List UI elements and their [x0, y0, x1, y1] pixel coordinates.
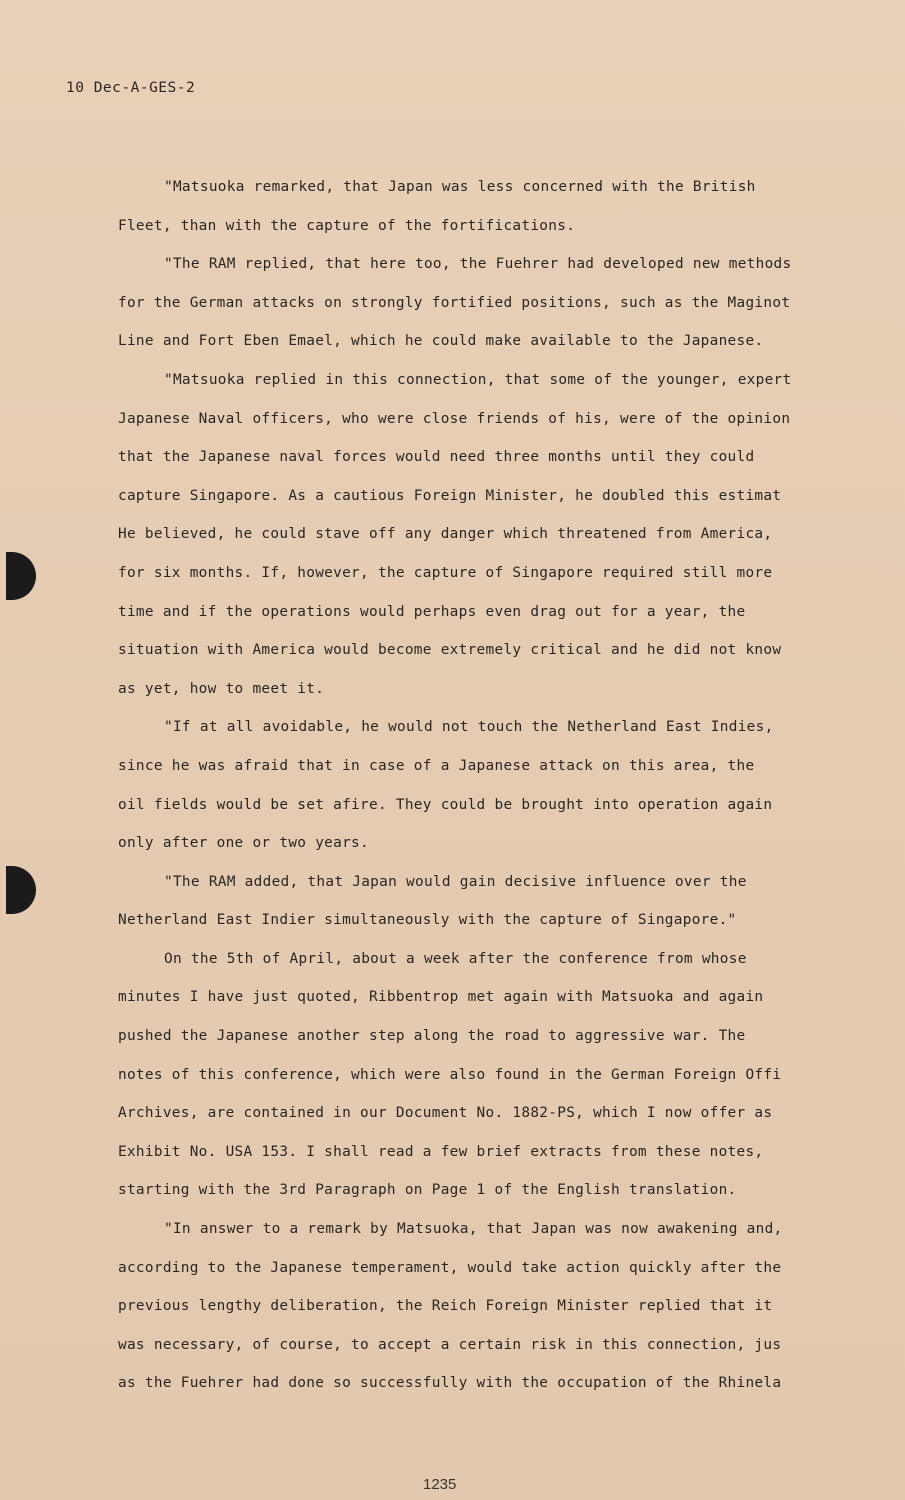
text-line: since he was afraid that in case of a Japanese attack on this area, the — [118, 757, 755, 774]
text-line: He believed, he could stave off any danger which threatened from America, — [118, 526, 773, 543]
text-line: time and if the operations would perhaps even drag out for a year, the — [118, 603, 746, 620]
text-line: "In answer to a remark by Matsuoka, that Japan was now awakening and, — [164, 1221, 783, 1238]
text-line: as the Fuehrer had done so successfully with the occupation of the Rhinela — [118, 1375, 782, 1392]
text-line: minutes I have just quoted, Ribbentrop met again with Matsuoka and again — [118, 989, 764, 1006]
text-line: Archives, are contained in our Document No. 1882-PS, which I now offer as — [118, 1105, 773, 1122]
page-number: 1235 — [423, 1476, 457, 1493]
text-line: notes of this conference, which were also found in the German Foreign Offi — [118, 1066, 782, 1083]
text-line: that the Japanese naval forces would need three months until they could — [118, 449, 755, 466]
text-line: previous lengthy deliberation, the Reich Foreign Minister replied that it — [118, 1298, 773, 1315]
text-line: according to the Japanese temperament, would take action quickly after the — [118, 1259, 782, 1276]
text-line: situation with America would become extremely critical and he did not know — [118, 642, 782, 659]
text-line: for the German attacks on strongly fortified positions, such as the Maginot — [118, 294, 791, 311]
text-line: Exhibit No. USA 153. I shall read a few brief extracts from these notes, — [118, 1143, 764, 1160]
text-line: On the 5th of April, about a week after the conference from whose — [164, 950, 747, 967]
text-line: was necessary, of course, to accept a certain risk in this connection, jus — [118, 1336, 782, 1353]
text-line: Japanese Naval officers, who were close friends of his, were of the opinion — [118, 410, 791, 427]
document-header: 10 Dec-A-GES-2 — [66, 80, 196, 96]
text-line: "The RAM replied, that here too, the Fuehrer had developed new methods — [164, 256, 792, 273]
text-line: as yet, how to meet it. — [118, 680, 325, 697]
text-line: "The RAM added, that Japan would gain decisive influence over the — [164, 873, 747, 890]
text-line: pushed the Japanese another step along the road to aggressive war. The — [118, 1028, 746, 1045]
punch-hole-lower — [6, 866, 36, 914]
text-line: "Matsuoka remarked, that Japan was less concerned with the British — [164, 179, 756, 195]
text-line: only after one or two years. — [118, 835, 369, 852]
text-line: Netherland East Indier simultaneously with the capture of Singapore." — [118, 912, 737, 929]
text-line: capture Singapore. As a cautious Foreign Minister, he doubled this estimat — [118, 487, 782, 504]
text-line: "If at all avoidable, he would not touch the Netherland East Indies, — [164, 719, 774, 736]
text-line: Fleet, than with the capture of the fortifications. — [118, 217, 576, 234]
text-line: Line and Fort Eben Emael, which he could make available to the Japanese. — [118, 333, 764, 350]
document-body — [118, 168, 888, 1403]
text-line: "Matsuoka replied in this connection, that some of the younger, expert — [164, 371, 792, 388]
text-line: starting with the 3rd Paragraph on Page 1 of the English translation. — [118, 1182, 737, 1199]
text-line: for six months. If, however, the capture of Singapore required still more — [118, 564, 773, 581]
text-line: oil fields would be set afire. They could be brought into operation again — [118, 796, 773, 813]
punch-hole-upper — [6, 552, 36, 600]
